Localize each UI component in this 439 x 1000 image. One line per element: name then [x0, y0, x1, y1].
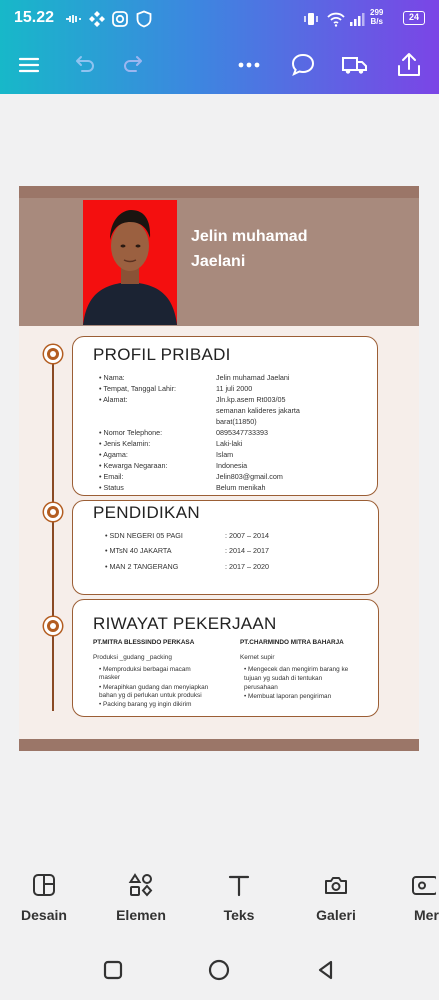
delivery-button[interactable] — [340, 50, 370, 80]
undo-button[interactable] — [68, 50, 98, 80]
profile-value: Jelin803@gmail.com — [216, 472, 283, 481]
profile-label: • Alamat: — [99, 395, 128, 404]
share-icon — [394, 50, 424, 80]
timeline-dot-education — [44, 503, 62, 521]
nfc-icon — [64, 10, 82, 28]
profile-label: • Tempat, Tanggal Lahir: — [99, 384, 176, 393]
profile-value: 0895347733393 — [216, 428, 268, 437]
tab-desain[interactable] — [9, 872, 79, 923]
signal-icon — [348, 10, 366, 28]
menu-icon — [14, 50, 44, 80]
battery-icon — [403, 11, 425, 25]
school-name: • SDN NEGERI 05 PAGI — [105, 531, 183, 540]
job2-line: tujuan yg sudah di tentukan — [244, 675, 323, 682]
share-button[interactable] — [394, 50, 424, 80]
camera-icon — [323, 872, 349, 898]
education-title: PENDIDIKAN — [93, 503, 200, 522]
profile-title: PROFIL PRIBADI — [93, 345, 231, 364]
vibrate-icon — [302, 10, 320, 28]
profile-value: Laki-laki — [216, 439, 243, 448]
profile-label: • Nomor Telephone: — [99, 428, 163, 437]
job1-company: PT.MITRA BLESSINDO PERKASA — [93, 639, 195, 646]
back-icon[interactable] — [314, 958, 338, 982]
tab-galeri[interactable] — [301, 872, 371, 923]
school-years: : 2007 – 2014 — [225, 531, 269, 540]
network-speed — [370, 8, 383, 26]
app-header — [0, 0, 439, 94]
job1-line: • Merapihkan gudang dan menyiapkan — [99, 684, 209, 691]
resume-name[interactable] — [191, 224, 411, 274]
profile-card[interactable] — [72, 336, 378, 496]
tab-merek[interactable] — [398, 872, 439, 923]
job2-role: Kernet supir — [240, 654, 275, 661]
tab-label: Mer — [414, 907, 439, 923]
profile-label: • Status — [99, 483, 124, 492]
timeline-dot-profile — [44, 345, 62, 363]
work-card[interactable] — [72, 599, 379, 717]
status-time: 15.22 — [14, 9, 55, 26]
shield-icon — [135, 10, 153, 28]
comment-button[interactable] — [288, 50, 318, 80]
profile-value: 11 juli 2000 — [216, 384, 253, 393]
job1-line: bahan yg di perlukan untuk produksi — [99, 692, 202, 699]
shapes-icon — [128, 872, 154, 898]
job1-line: • Packing barang yg ingin dikirim — [99, 701, 192, 708]
profile-label: • Email: — [99, 472, 124, 481]
system-nav-bar — [0, 946, 439, 1000]
editor-tab-bar — [0, 860, 439, 940]
recents-icon[interactable] — [101, 958, 125, 982]
profile-value: Belum menikah — [216, 483, 266, 492]
profile-label: • Kewarga Negaraan: — [99, 461, 168, 470]
undo-icon — [68, 50, 98, 80]
instagram-icon — [111, 10, 129, 28]
layout-icon — [31, 872, 57, 898]
home-icon[interactable] — [207, 958, 231, 982]
timeline-line — [52, 351, 54, 711]
delivery-icon — [340, 50, 370, 80]
profile-label: • Jenis Kelamin: — [99, 439, 151, 448]
text-icon — [226, 872, 252, 898]
profile-photo[interactable] — [83, 200, 177, 325]
status-bar — [0, 0, 439, 38]
wifi-icon — [327, 10, 345, 28]
job2-company: PT.CHARMINDO MITRA BAHARJA — [240, 639, 344, 646]
menu-button[interactable] — [14, 50, 44, 80]
job2-line: perusahaan — [244, 684, 278, 691]
tab-label: Galeri — [316, 907, 356, 923]
profile-value: Jln.kp.asem Rt003/05 — [216, 395, 286, 404]
person-photo — [83, 200, 177, 325]
school-name: • MTsN 40 JAKARTA — [105, 546, 172, 555]
resume-top-band — [19, 186, 419, 198]
comment-icon — [288, 50, 318, 80]
more-button[interactable] — [234, 50, 264, 80]
tab-teks[interactable] — [204, 872, 274, 923]
job2-line: • Mengecek dan mengirim barang ke — [244, 666, 349, 673]
school-name: • MAN 2 TANGERANG — [105, 562, 179, 571]
more-icon — [234, 50, 264, 80]
name-line-1: Jelin muhamad — [191, 228, 308, 245]
tab-elemen[interactable] — [106, 872, 176, 923]
binance-icon — [88, 10, 106, 28]
profile-value: barat(11850) — [216, 417, 257, 426]
school-years: : 2017 – 2020 — [225, 562, 269, 571]
tab-label: Elemen — [116, 907, 166, 923]
name-line-2: Jaelani — [191, 253, 246, 270]
school-years: : 2014 – 2017 — [225, 546, 269, 555]
editor-toolbar — [0, 46, 439, 86]
redo-icon — [120, 50, 150, 80]
tab-label: Desain — [21, 907, 67, 923]
redo-button[interactable] — [120, 50, 150, 80]
job1-line: masker — [99, 674, 120, 681]
profile-value: Islam — [216, 450, 234, 459]
tab-label: Teks — [223, 907, 255, 923]
resume-bottom-band — [19, 739, 419, 751]
job1-role: Produksi _gudang _packing — [93, 654, 172, 661]
brand-icon — [410, 872, 436, 898]
timeline-dot-work — [44, 617, 62, 635]
battery-level: 24 — [408, 12, 419, 22]
profile-value: Indonesia — [216, 461, 248, 470]
profile-label: • Nama: — [99, 373, 125, 382]
work-title: RIWAYAT PEKERJAAN — [93, 614, 277, 633]
speed-value: 299 — [370, 8, 384, 17]
profile-value: semanan kalideres jakarta — [216, 406, 300, 415]
resume-page[interactable] — [19, 186, 419, 751]
profile-label: • Agama: — [99, 450, 128, 459]
speed-unit: B/s — [370, 17, 383, 26]
education-card[interactable] — [72, 500, 379, 595]
job1-line: • Memproduksi berbagai macam — [99, 666, 191, 673]
job2-line: • Membuat laporan pengiriman — [244, 693, 332, 700]
profile-value: Jelin muhamad Jaelani — [216, 373, 290, 382]
